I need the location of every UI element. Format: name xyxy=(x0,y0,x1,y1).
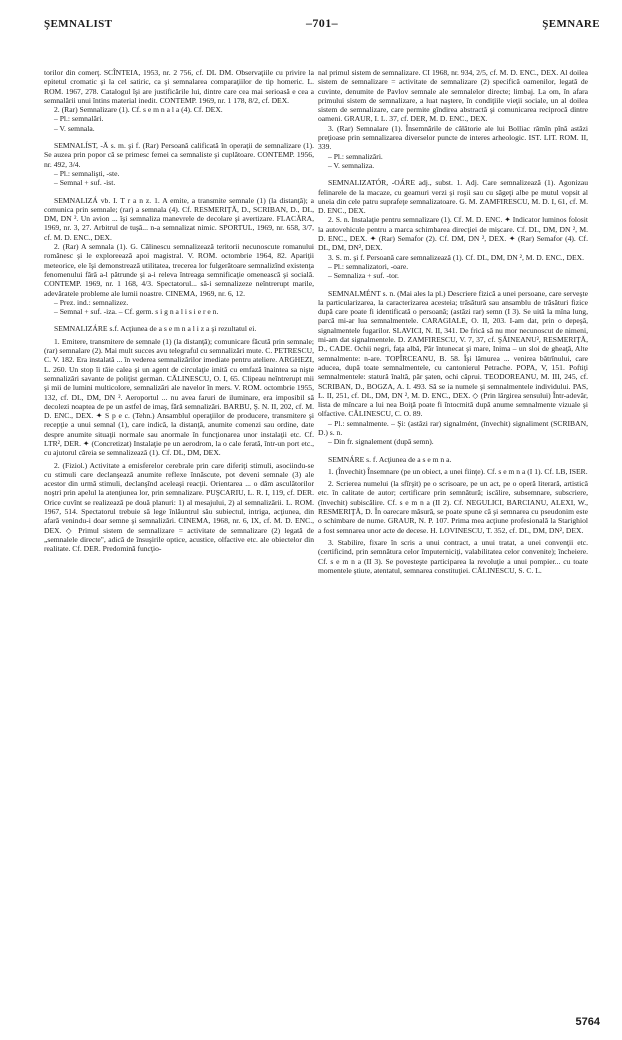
right-column-paragraph: 1. (Învechit) Însemnare (pe un obiect, a unei fiinţe). Cf. s e m n a (I 1). Cf. LB, ISER. xyxy=(328,466,588,476)
left-column-paragraph: – V. semnala. xyxy=(54,123,95,133)
right-column xyxy=(318,68,588,575)
right-column-paragraph: – Semnaliza + suf. -tor. xyxy=(328,271,399,281)
left-column-paragraph: 2. (Fiziol.) Activitate a emisferelor cerebrale prin care diferiţi stimuli, asociindu-se cu stimuli care declanşează anumite reflexe înnăscute, pot deveni semnale (3) ale acestor din urmă stimuli, declanşînd aceleaşi reacţii. Orientarea ... o dăm asculătorilor noştri prin apelul la atenţiunea lor, prin semnalizare. PUŞCARIU, L. R. I, 119, cf. DER. Orice cuvînt se realizează pe două planuri: 1) al mesajului, 2) al semnalizării. L. ROM. 1967, 514. Spectatorul trebuie să lege înlăuntrul său subiectul, intriga, acţiunea, din afară venindu-i doar semne şi semnalizări. CINEMA, 1968, nr. 6, IX, cf. M. D. ENC., DEX. ◇ Primul sistem de semnalizare = activitate de semnalizare (2) legată de „semnalele directe", adică de însuşirile optice, acustice, olfactive etc. ale obiectelor din realitate. Cf. DER. Predomină funcţio- xyxy=(44,460,314,554)
running-header xyxy=(44,16,600,36)
right-column-paragraph: 3. S. m. şi f. Persoană care semnalizează (1). Cf. DL, DM, DN ², M. D. ENC., DEX. xyxy=(328,252,584,262)
left-column-paragraph: – Prez. ind.: semnalizez. xyxy=(54,297,129,307)
right-column-paragraph: 2. S. n. Instalaţie pentru semnalizare (1). Cf. M. D. ENC. ✦ Indicator luminos folosit la autovehicule pentru a marca schimbarea direcţiei de mişcare. Cf. DL, DM, DN ², M. D. ENC., DEX. ✦ (Rar) Semafor (2). Cf. DM, DN ², DEX. ✦ (Rar) Semafor (4). Cf. DL, DM, DN², DEX. xyxy=(318,215,588,253)
header-left-guideword: ŞEMNALIST xyxy=(44,18,113,30)
right-column-paragraph: – Pl.: semnalmente. – Şi: (astăzi rar) signalmént, (învechit) signaliment (SCRIBAN, D.) s. n. xyxy=(318,418,588,437)
right-column-paragraph: 3. (Rar) Semnalare (1). Însemnările de călătorie ale lui Bolliac rămîn pînă astăzi preţioase prin semnalizarea diverselor puncte de interes arheologic. IST. LIT. ROM. II, 339. xyxy=(318,123,588,152)
right-column-paragraph: – Pl.: semnalizări. xyxy=(328,151,383,161)
right-column-paragraph: – Pl.: semnalizatori, -oare. xyxy=(328,261,409,271)
left-column-paragraph: SEMNALIZÁ vb. I. T r a n z. 1. A emite, a transmite semnale (1) (la distanţă); a comunica prin semnale; (rar) a semnala (4). Cf. RESMERIŢĂ, D., SCRIBAN, D., DL, DM, DN ². Un avion ... îşi semnaliza manevrele de decolare şi avertizare. FLACĂRA, 1969, nr. 3, 27. Arbitrul de tuşă... n-a semnalizat nimic. SPORTUL, 1969, nr. 658, 3/7, cf. M. D. ENC., DEX. xyxy=(44,195,314,242)
header-page-number: –701– xyxy=(306,16,338,30)
right-column-paragraph: 3. Stabilire, fixare în scris a unui contract, a unui tratat, a unei convenţii etc. (certificind, prin semnătura celor împuterniciţi, valabilitatea celor convenite); încheiere. Cf. s e m n a (II 3). Se povesteşte participarea la revoluţie a unui pompier... cu toate momentele ştiute, atentatul, semnarea constituţiei. CĂLINESCU, S. C. L. xyxy=(318,537,588,575)
left-column-paragraph: SEMNALIZÁRE s.f. Acţiunea de a s e m n a l i z a şi rezultatul ei. xyxy=(54,324,257,334)
left-column-paragraph: 2. (Rar) Semnalizare (1). Cf. s e m n a l a (4). Cf. DEX. xyxy=(54,105,223,115)
right-column-paragraph: – V. semnaliza. xyxy=(328,160,375,170)
left-column-paragraph: – Pl.: semnalişti, -ste. xyxy=(54,168,120,178)
left-column xyxy=(44,68,314,554)
right-column-paragraph: – Din fr. signalement (după semn). xyxy=(328,437,434,447)
left-column-paragraph: SEMNALÍST, -Ă s. m. şi f. (Rar) Persoană calificată în operaţii de semnalizare (1). Se auzea prin popor că se primesc femei ca semnaliste şi cuplătoare. CONTEMP. 1956, nr. 492, 3/4. xyxy=(44,141,314,169)
right-column-paragraph: SEMNALIZATÓR, -OÁRE adj., subst. 1. Adj. Care semnalizează (1). Agonizau felinarele de la macaze, cu geamuri verzi şi roşii sau cu săgeţi albe pe mutul vopsit al uneia din cele patru suprafeţe semnalizatoare. G. M. ZAMFIRESCU, M. D. I, 61, cf. M. D. ENC., DEX. xyxy=(318,178,588,216)
right-column-paragraph: SEMNÁRE s. f. Acţiunea de a s e m n a. xyxy=(328,454,452,464)
left-column-paragraph: 1. Emitere, transmitere de semnale (1) (la distanţă); comunicare făcută prin semnale; (rar) semnalare (2). Mai mult succes avu telegraful cu semnalizări mute. C. PETRESCU, C. V. 182. Era instalată ... în vederea semnalizărilor imediate pentru ateliere. ARGHEZI, L. 260. Un stop îi tăie calea şi un agent de circulaţie imită cu emfază înaintea sa nişte semnalizări savante de poliţist german. CĂLINESCU, O. I, 65. Clipeau neîntrerupt mii şi mii de lumini multicolore, semnalizări ale navelor în mers. V. ROM. octombrie 1955, 132, cf. DL, DM, DN ². Aeroportul ... nu avea faruri de iluminare, era imposibil să decolezi noaptea de pe un astfel de imaş, fără semnalizări. BARBU, Ş. N. II, 202, cf. M. D. ENC., DEX. ✦ S p e c. (Tehn.) Ansamblul operaţiilor de producere, transmitere şi recepţie a unui semnal (1), care indică, la distanţă, anumite comenzi sau ordine, date despre anumite situaţii normale sau anormale în funcţionarea unor instalaţii etc. Cf. LTR², DER. ✦ (Concretizat) Instalaţie pe un aerodrom, la o cale ferată, într-un port etc., cu ajutorul căreia se semnalizează (1). Cf. DL, DM, DEX. xyxy=(44,336,314,458)
right-column-paragraph: 2. Scrierea numelui (la sfîrşit) pe o scrisoare, pe un act, pe o operă literară, artistică etc. în calitate de autor; certificare prin semnătură; iscălire, subsemnare, subscriere, (învechit) subiscălire. Cf. s e m n a (II 2). Cf. NEGULICI, BARCIANU, ALEXI, W., RESMERIŢĂ, D. În oarecare măsură, se poate spune că şi semnarea cu pseudonim este o schimbare de nume. GRAUR, N. P. 107. Prima mea acţiune profesională la Starighiol a fost semnarea unor acte de decese. H. LOVINESCU, T. 352, cf. DL, DM, DN², DEX. xyxy=(318,479,588,535)
right-column-paragraph: SEMNALMÉNT s. n. (Mai ales la pl.) Descriere fizică a unei persoane, care serveşte la particularizarea, la caracterizarea acesteia; trăsătură sau ansamblu de trăsături fizice după care poate fi identificată o persoană; (astăzi rar) semn (I 3). Se uită la mîna lung, parcă mi-ar lua semnalmentele. CARAGIALE, O. II, 203. I-am dat, prin o depeşă, signalmentele fugarilor. SLAVICI, N. II, 341. De frică să nu mor necunoscut de nimeni, mi-am dat signalmentele. D. ZAMFIRESCU, V. 7, 37, cf. ŞĂINEANU², RESMERIŢĂ, D., CADE. Ochii negri, faţa albă, Păr întunecat şi mare, Inima – un sloi de gheaţă, Alte semnalmente: n-are. TOPÎRCEANU, B. 58. Îşi lămurea ... venirea bătrînului, care aducea, după toate semnalmentele, cu cantonierul Petrache. POPA, V, 151. Poftiţi semnalmentele: statură înaltă, păr şaten, ochi căprui. TEODOREANU, M. III, 245, cf. SCRIBAN, D., BOGZA, A. I. 493. Să se ia numele şi semnalmentele individului. PAS, L. II, 251, cf. DL, DM, DN ², M. D. ENC., DEX. ◇ (Prin lărgirea sensului) Într-adevăr, lista de mîncare a lui nea Boiţă poate fi întocmită după anume semnalmente vizuale şi olfactive. CĂLINESCU, C. O. 89. xyxy=(318,288,588,419)
left-column-paragraph: – Semnal + suf. -ist. xyxy=(54,178,116,188)
footer-page-number: 5764 xyxy=(575,1016,600,1028)
right-column-paragraph: nal primul sistem de semnalizare. CI 1968, nr. 934, 2/5, cf. M. D. ENC., DEX. Al doilea sistem de semnalizare = activitate de semnalizare (2) specifică oamenilor, legată de cuvinte, denumite de Pavlov semnale ale semnalelor directe; limbaj. La om, în afara primului sistem de semnalizare, a luat naştere, în condiţiile vieţii sociale, un al doilea sistem de semnalizare, care permite gîndirea abstractă şi comunicarea reciprocă dintre oameni. GRAUR, I. L. 37, cf. DER, M. D. ENC., DEX. xyxy=(318,68,588,124)
left-column-paragraph: – Pl.: semnalări. xyxy=(54,114,104,124)
left-column-paragraph: torilor din comerţ. SCÎNTEIA, 1953, nr. 2 756, cf. DL DM. Observaţiile cu privire la epitetul cromatic şi la cel satiric, ca şi semnalarea comparaţiilor de tip homeric. L. ROM. 1967, 278. Catalogul îşi are justificările lui, dintre care cea mai serioasă e cea a semnalării unui întins material inedit. CONTEMP. 1969, nr. 1 178, 8/2, cf. DEX. xyxy=(44,68,314,105)
header-right-guideword: ŞEMNARE xyxy=(542,18,600,30)
left-column-paragraph: 2. (Rar) A semnala (1). G. Călinescu semnalizează teritorii necunoscute romanului românesc şi le exploreează apoi magistral. V. ROM. octombrie 1964, 82. Apariţii meteorice, ele îşi demonstrează utilitatea, trecerea lor fulgerătoare semnalizînd existenţa fenomenului fără a-l pătrunde şi a-i releva întreaga semnificaţie omenească şi socială. CONTEMP. 1969, nr. 1 168, 4/3. Spectatorul... să-i semnalizeze neîntrerupt marile, adevăratele probleme ale lumii noastre. CINEMA, 1969, nr. 6, 12. xyxy=(44,242,314,298)
left-column-paragraph: – Semnal + suf. -iza. – Cf. germ. s i g n a l i s i e r e n. xyxy=(54,307,219,317)
